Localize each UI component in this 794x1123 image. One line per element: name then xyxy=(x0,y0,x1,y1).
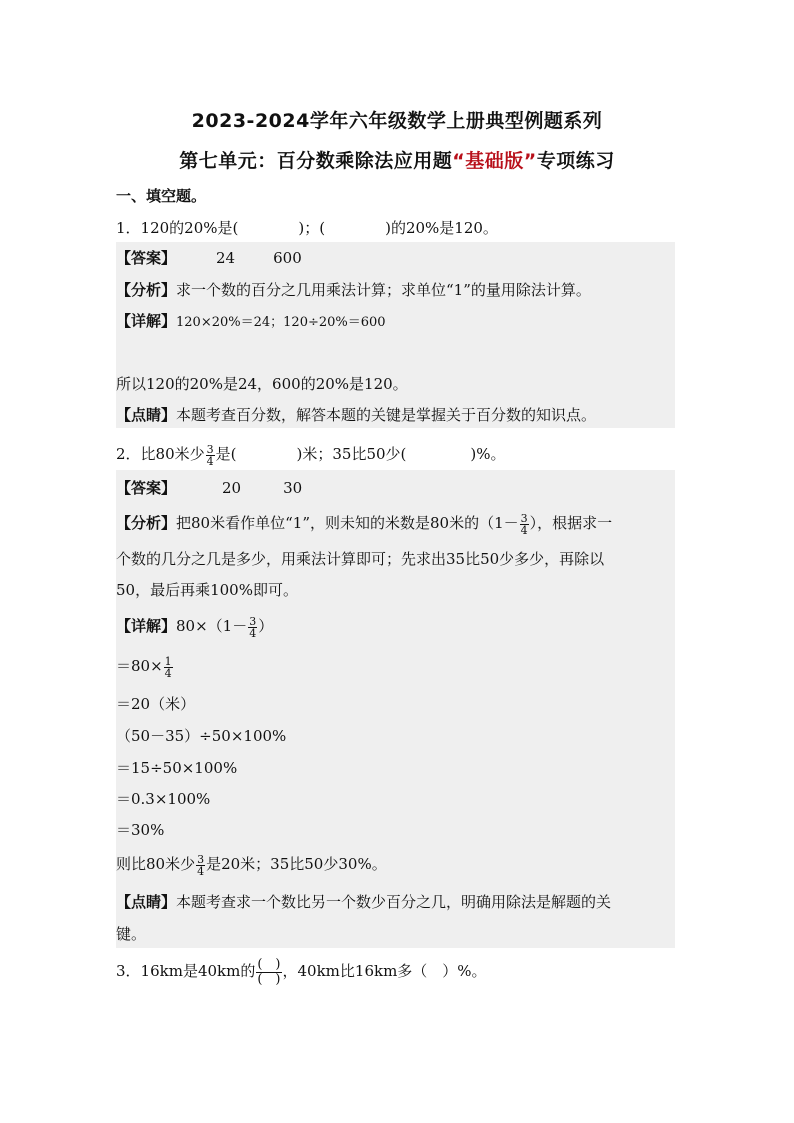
q2-analysis-a: 把80米看作单位“1”，则未知的米数是80米的（1－ xyxy=(176,514,519,532)
subtitle-suffix: 专项练习 xyxy=(536,150,615,172)
q2-detail xyxy=(116,612,273,640)
analysis-tag: 【分析】 xyxy=(116,514,177,532)
q2-detail-a: 80×（1－ xyxy=(176,617,248,635)
q1-text-a: 1．120的20%是( xyxy=(116,219,239,237)
q1-answer-2: 600 xyxy=(273,249,302,267)
q3-text-b: ，40km比16km多（ ）%。 xyxy=(282,962,487,980)
comment-tag: 【点睛】 xyxy=(116,406,177,424)
question-2 xyxy=(116,441,506,467)
q2-analysis-line-1 xyxy=(116,509,612,537)
subtitle-prefix: 第七单元：百分数乘除法应用题 xyxy=(179,150,453,172)
comment-tag: 【点睛】 xyxy=(116,893,177,911)
q2-text-a: 2．比80米少 xyxy=(116,445,205,463)
q2-comment-text: 本题考查求一个数比另一个数少百分之几，明确用除法是解题的关 xyxy=(176,893,612,911)
q1-detail-text: 120×20%＝24；120÷20%＝600 xyxy=(176,315,386,330)
fraction-3-4: $\frac{3}{4}$ xyxy=(197,852,205,878)
section-heading: 一、填空题。 xyxy=(116,187,207,205)
q2-analysis-line-2: 个数的几分之几是多少，用乘法计算即可；先求出35比50少多少，再除以 xyxy=(116,550,605,568)
fraction-1-4: $\frac{1}{4}$ xyxy=(164,654,172,680)
q2-step-1 xyxy=(116,652,174,680)
q2-conclusion-b: 是20米；35比50少30%。 xyxy=(206,855,387,873)
q1-text-c: )的20%是120。 xyxy=(385,219,498,237)
q1-comment-text: 本题考查百分数，解答本题的关键是掌握关于百分数的知识点。 xyxy=(176,406,597,424)
q3-text-a: 3．16km是40km的 xyxy=(116,962,256,980)
q2-step-2: ＝20（米） xyxy=(116,695,196,713)
q2-answer-1: 20 xyxy=(222,479,242,497)
fraction-3-4: $\frac{3}{4}$ xyxy=(249,614,257,640)
q2-text-c: )米；35比50少( xyxy=(296,445,407,463)
q2-analysis-line-3: 50，最后再乘100%即可。 xyxy=(116,581,298,599)
q1-analysis xyxy=(116,280,591,300)
q2-step-4: ＝15÷50×100% xyxy=(116,759,238,777)
q1-analysis-text: 求一个数的百分之几用乘法计算；求单位“1”的量用除法计算。 xyxy=(176,281,591,299)
q1-detail xyxy=(116,311,386,333)
q1-conclusion: 所以120的20%是24，600的20%是120。 xyxy=(116,375,408,393)
q1-comment xyxy=(116,405,596,425)
page-title: 2023-2024学年六年级数学上册典型例题系列 xyxy=(191,110,603,132)
q1-answer-1: 24 xyxy=(216,249,236,267)
fraction-blank: $\frac{( )}{( )}$ xyxy=(257,956,281,987)
q2-answer-2: 30 xyxy=(283,479,303,497)
answer-tag: 【答案】 xyxy=(116,479,177,497)
fraction-3-4: $\frac{3}{4}$ xyxy=(206,442,214,468)
question-3 xyxy=(116,956,487,987)
q2-answer xyxy=(116,478,302,498)
q2-step1-text: ＝80× xyxy=(116,657,163,675)
q2-text-b: 是( xyxy=(215,445,237,463)
q2-step-6: ＝30% xyxy=(116,821,165,839)
page-subtitle xyxy=(0,146,794,173)
q2-comment-line-1 xyxy=(116,892,611,912)
q2-text-d: )%。 xyxy=(470,445,506,463)
q2-conclusion xyxy=(116,850,387,878)
subtitle-highlight: “基础版” xyxy=(452,150,537,172)
detail-tag: 【详解】 xyxy=(116,312,177,330)
detail-tag: 【详解】 xyxy=(116,617,177,635)
q1-solution-box xyxy=(116,242,675,428)
q2-detail-b: ） xyxy=(258,617,274,635)
fraction-3-4: $\frac{3}{4}$ xyxy=(520,511,528,537)
q1-text-b: )；( xyxy=(298,219,326,237)
q2-step-3: （50－35）÷50×100% xyxy=(116,727,287,745)
answer-tag: 【答案】 xyxy=(116,249,177,267)
question-1 xyxy=(116,218,498,238)
q2-analysis-b: ），根据求一 xyxy=(529,514,613,532)
analysis-tag: 【分析】 xyxy=(116,281,177,299)
q2-conclusion-a: 则比80米少 xyxy=(116,855,196,873)
q2-step-5: ＝0.3×100% xyxy=(116,790,211,808)
q1-answer xyxy=(116,248,302,268)
q2-comment-line-2: 键。 xyxy=(116,925,147,943)
